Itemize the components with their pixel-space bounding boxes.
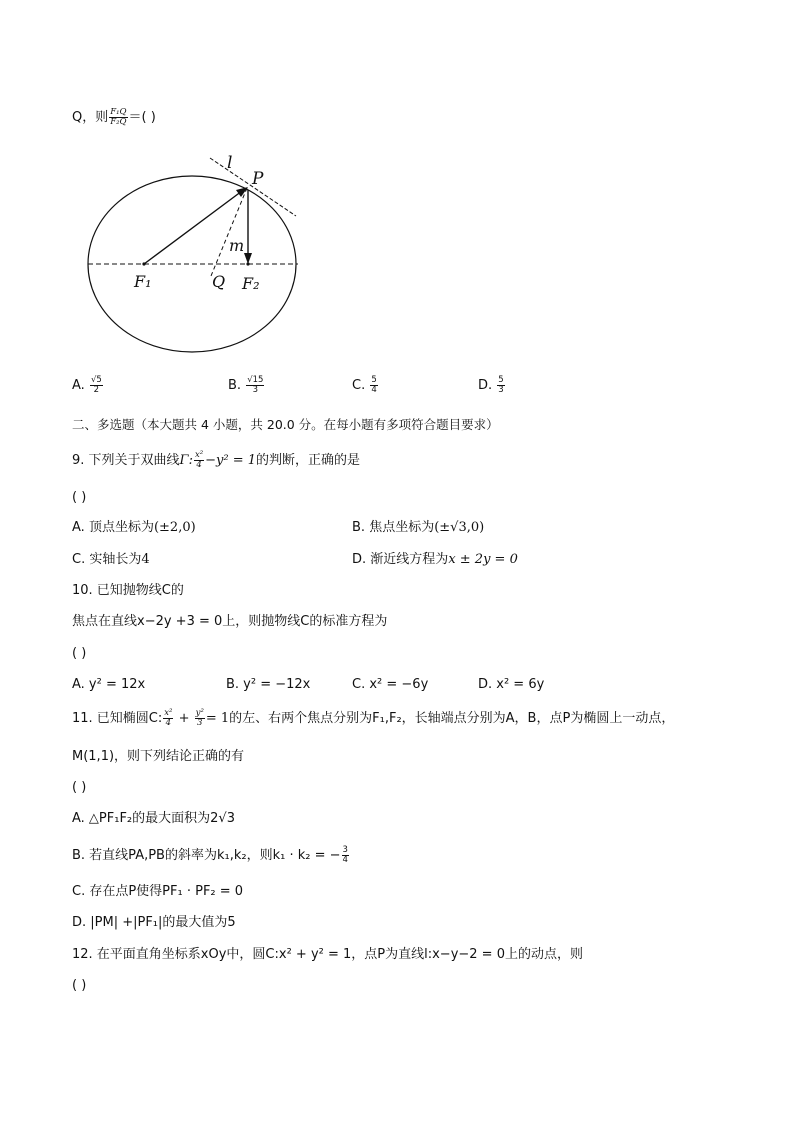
q8-option-b: [228, 376, 265, 395]
q9-option-b-text: 焦点坐标为: [369, 520, 435, 535]
q9-option-c-letter: C.: [72, 552, 86, 567]
q8-option-d-num: 5: [498, 375, 504, 385]
q11-option-c: C. 存在点P使得PF₁ · PF₂ = 0: [72, 884, 244, 899]
q8-option-d-den: 3: [498, 385, 504, 395]
q10-option-a: A. y² = 12x: [72, 677, 146, 692]
q11-stem-line2: M(1,1)，则下列结论正确的有: [72, 749, 245, 764]
q8-option-c-letter: C.: [352, 378, 366, 393]
q8-stem-line: [72, 108, 156, 127]
label-P: P: [252, 169, 264, 189]
q8-option-c-den: 4: [371, 385, 377, 395]
q9-fraction: [194, 451, 204, 470]
q8-lead: Q，则: [72, 110, 109, 125]
q10-option-c: C. x² = −6y: [352, 677, 429, 692]
q8-option-c: [352, 376, 379, 395]
label-m: m: [229, 236, 245, 255]
q11-stem: 11. 已知椭圆C: $\frac{\text{x²}}{4}$ + $\frac{\text{y²}}{3}$ = 1的左、右两个焦点分别为F₁,F₂，长轴端点分别为A，B，点P为椭圆上一动点，: [72, 708, 675, 728]
q8-option-a-den: 2: [93, 385, 100, 395]
q9-gamma: Γ:: [179, 453, 193, 468]
q8-option-c-num: 5: [371, 375, 377, 385]
q11-equation-tail: = 1: [205, 711, 230, 726]
q10-stem-line2: 焦点在直线x−2y +3 = 0上，则抛物线C的标准方程为: [72, 614, 388, 629]
q8-option-a: [72, 376, 104, 395]
q11-option-a: A. △PF₁F₂的最大面积为2√3: [72, 811, 235, 826]
q9-option-a-text: 顶点坐标为: [88, 520, 154, 535]
q11-option-b-text: B. 若直线PA,PB的斜率为k₁,k₂，则k₁ · k₂ = −: [72, 848, 341, 863]
q8-ratio-numerator: F₁Q: [110, 107, 127, 117]
arrowhead-F1P: [236, 187, 248, 197]
q9-option-b-letter: B.: [352, 520, 366, 535]
q9-frac-num: x²: [194, 450, 204, 460]
q11-option-b-num: 3: [342, 845, 348, 855]
q9-option-a: [72, 519, 196, 537]
q8-ratio-fraction: [109, 108, 127, 127]
q9-option-a-value: (±2,0): [153, 520, 196, 535]
q12-stem: 12. 在平面直角坐标系xOy中，圆C:x² + y² = 1，点P为直线l:x−y−2 = 0上的动点，则: [72, 947, 583, 962]
q8-option-b-letter: B.: [228, 378, 242, 393]
q9-answer-paren: ( ): [72, 490, 87, 505]
section-2-title: 二、多选题（本大题共 4 小题，共 20.0 分。在每小题有多项符合题目要求）: [72, 417, 499, 432]
q11-option-b-den: 4: [342, 855, 348, 865]
q8-option-c-fraction: [370, 376, 377, 395]
label-F2: F₂: [242, 274, 260, 293]
point-F1: [142, 262, 145, 265]
q11-stem-b: 的左、右两个焦点分别为F₁,F₂，长轴端点分别为A，B，点P为椭圆上一动点，: [229, 711, 675, 726]
q8-option-a-letter: A.: [72, 378, 85, 393]
q8-option-b-den: 3: [252, 385, 259, 395]
q9-option-d-text: 渐近线方程为: [370, 552, 449, 567]
label-F1: F₁: [134, 272, 152, 291]
q9-option-b-value: (±√3,0): [434, 520, 485, 535]
label-Q: Q: [212, 272, 226, 291]
q9-option-a-letter: A.: [72, 520, 85, 535]
segment-F1P: [144, 191, 245, 264]
q8-tail: ＝( ): [128, 110, 156, 125]
q11-answer-paren: ( ): [72, 780, 87, 795]
q9-stem-b: 的判断，正确的是: [256, 453, 361, 468]
arrowhead-PF2: [244, 253, 252, 264]
q9-frac-den: 4: [196, 460, 202, 470]
q8-ratio-denominator: F₂Q: [110, 117, 127, 127]
q8-option-d: [478, 376, 506, 395]
q11-stem-a: 11. 已知椭圆C:: [72, 711, 163, 726]
q8-option-b-num: √15: [247, 375, 264, 385]
q10-answer-paren: ( ): [72, 646, 87, 661]
ellipse-figure: [84, 150, 304, 360]
q10-option-d: D. x² = 6y: [478, 677, 545, 692]
q9-stem-a: 9. 下列关于双曲线: [72, 453, 180, 468]
q11-option-b-fraction: [342, 846, 349, 865]
q9-equation-tail: −y² = 1: [205, 453, 257, 468]
point-F2: [246, 262, 249, 265]
q9-option-c-value: 4: [141, 552, 150, 567]
q9-stem: [72, 451, 360, 470]
q11-option-d: D. |PM| +|PF₁|的最大值为5: [72, 915, 236, 930]
q10-stem: 10. 已知抛物线C的: [72, 583, 184, 598]
q9-option-c: [72, 551, 150, 569]
q9-option-d: [352, 551, 518, 569]
q8-option-d-letter: D.: [478, 378, 493, 393]
q9-option-c-text: 实轴长为: [89, 552, 142, 567]
q9-option-b: [352, 519, 484, 537]
q11-option-b: [72, 846, 350, 865]
q12-answer-paren: ( ): [72, 978, 87, 993]
q8-option-d-fraction: [497, 376, 504, 395]
label-l: l: [227, 153, 233, 173]
q9-option-d-letter: D.: [352, 552, 367, 567]
q11-y-fraction: $\frac{\text{y²}}{3}$: [195, 708, 204, 728]
q8-option-a-num: √5: [90, 375, 102, 385]
q9-option-d-value: x ± 2y = 0: [448, 552, 518, 567]
q10-option-b: B. y² = −12x: [226, 677, 311, 692]
q8-option-a-fraction: [90, 376, 103, 395]
q11-x-fraction: $\frac{\text{x²}}{4}$: [164, 708, 173, 728]
q8-option-b-fraction: [246, 376, 264, 395]
